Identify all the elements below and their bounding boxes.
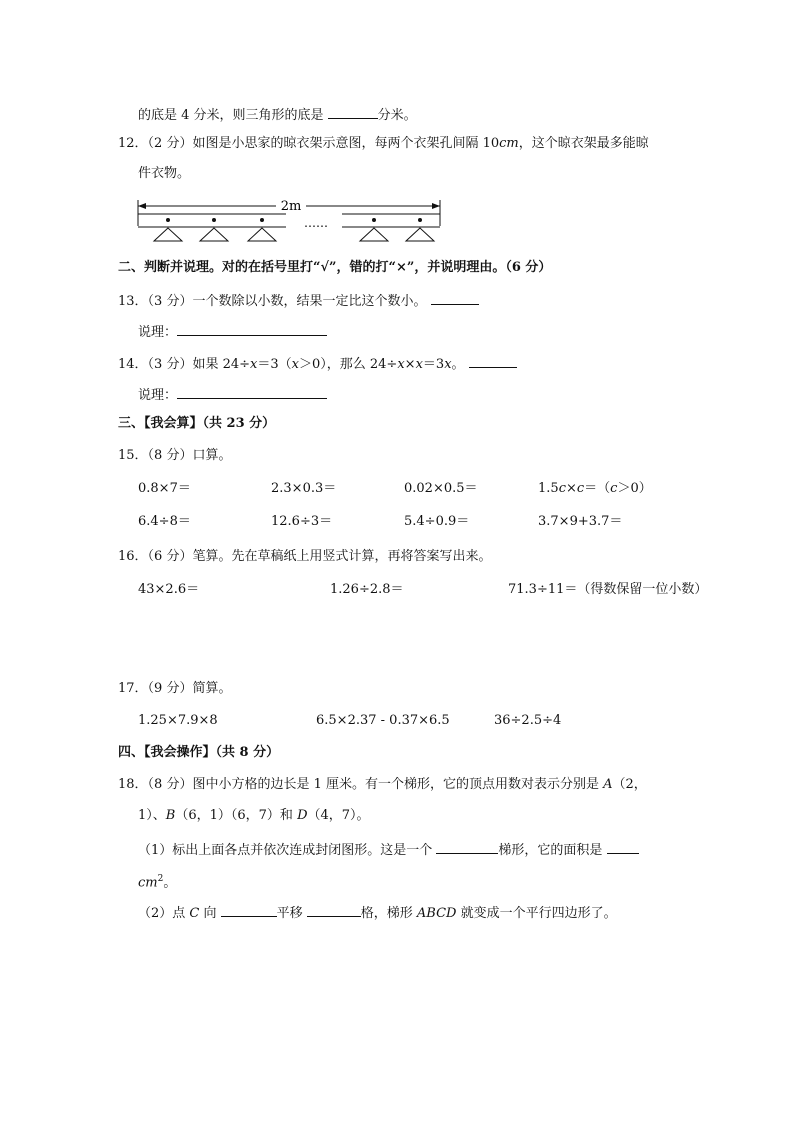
q15-header: 15．（8 分）口算。 [118, 448, 232, 463]
q13: 13．（3 分）一个数除以小数，结果一定比这个数小。 [118, 290, 479, 311]
q14: 14．（3 分）如果 24÷x＝3（x＞0），那么 24÷x×x＝3x。 [118, 353, 517, 374]
q18-part2: （2）点 C 向 平移 格，梯形 ABCD 就变成一个平行四边形了。 [138, 902, 617, 923]
q14-answer-blank[interactable] [469, 353, 517, 368]
q18-line2: 1）、B（6，1）（6，7）和 D（4，7）。 [138, 808, 370, 823]
q13-answer-blank[interactable] [431, 290, 479, 305]
arrow-right-icon [432, 203, 440, 209]
q15-item: 6.4÷8＝ [138, 514, 191, 529]
q15-item: 12.6÷3＝ [271, 514, 333, 529]
hole-dot [418, 218, 422, 222]
q16-item: 1.26÷2.8＝ [330, 582, 404, 597]
q17-item: 1.25×7.9×8 [138, 713, 218, 728]
hole-dot [260, 218, 264, 222]
arrow-left-icon [138, 203, 146, 209]
q14-reason: 说理： [138, 384, 327, 405]
hole-dot [212, 218, 216, 222]
q18-steps-blank[interactable] [307, 902, 361, 917]
hanger-triangle-icon [200, 228, 228, 241]
q13-reason: 说理： [138, 321, 327, 342]
section-4-title: 四、【我会操作】（共 8 分） [118, 745, 280, 760]
hole-dot [166, 218, 170, 222]
hanger-triangle-icon [360, 228, 388, 241]
q12-header: 12．（2 分）如图是小思家的晾衣架示意图，每两个衣架孔间隔 10cm，这个晾衣架最多能晾 [118, 136, 649, 151]
q18-part1-unit: $cm^2$。 [138, 874, 177, 891]
q15-item: 2.3×0.3＝ [271, 481, 337, 496]
q12-line2: 件衣物。 [138, 166, 191, 181]
hanger-triangle-icon [154, 228, 182, 241]
q11-answer-blank[interactable] [328, 104, 378, 119]
q16-item: 43×2.6＝ [138, 582, 200, 597]
q16-header: 16．（6 分）笔算。先在草稿纸上用竖式计算，再将答案写出来。 [118, 549, 492, 564]
section-3-title: 三、【我会算】（共 23 分） [118, 416, 276, 431]
hole-dot [372, 218, 376, 222]
q15-item: 1.5c×c＝（c＞0） [538, 481, 652, 496]
q18-area-blank[interactable] [607, 839, 639, 854]
rack-ellipsis: …… [304, 216, 328, 230]
q18-line1: 18．（8 分）图中小方格的边长是 1 厘米。有一个梯形，它的顶点用数对表示分别是 A（2， [118, 777, 647, 792]
hanger-triangle-icon [406, 228, 434, 241]
span-label: 2m [280, 199, 302, 214]
q14-reason-blank[interactable] [177, 384, 327, 399]
q13-reason-blank[interactable] [177, 321, 327, 336]
q15-item: 5.4÷0.9＝ [404, 514, 470, 529]
q17-item: 36÷2.5÷4 [494, 713, 562, 728]
q15-item: 0.02×0.5＝ [404, 481, 478, 496]
q17-header: 17．（9 分）简算。 [118, 681, 232, 696]
q18-shape-blank[interactable] [436, 839, 498, 854]
q15-item: 3.7×9+3.7＝ [538, 514, 623, 529]
q18-part1: （1）标出上面各点并依次连成封闭图形。这是一个 梯形，它的面积是 [138, 839, 639, 860]
section-2-title: 二、判断并说理。对的在括号里打“√”，错的打“×”，并说明理由。（6 分） [118, 260, 552, 275]
q16-item: 71.3÷11＝（得数保留一位小数） [508, 582, 708, 597]
q18-direction-blank[interactable] [221, 902, 277, 917]
q17-item: 6.5×2.37 - 0.37×6.5 [316, 713, 450, 728]
hanger-triangle-icon [248, 228, 276, 241]
q15-item: 0.8×7＝ [138, 481, 191, 496]
clothes-rack-diagram [134, 196, 446, 244]
q11-tail: 的底是 4 分米，则三角形的底是 分米。 [138, 104, 417, 125]
